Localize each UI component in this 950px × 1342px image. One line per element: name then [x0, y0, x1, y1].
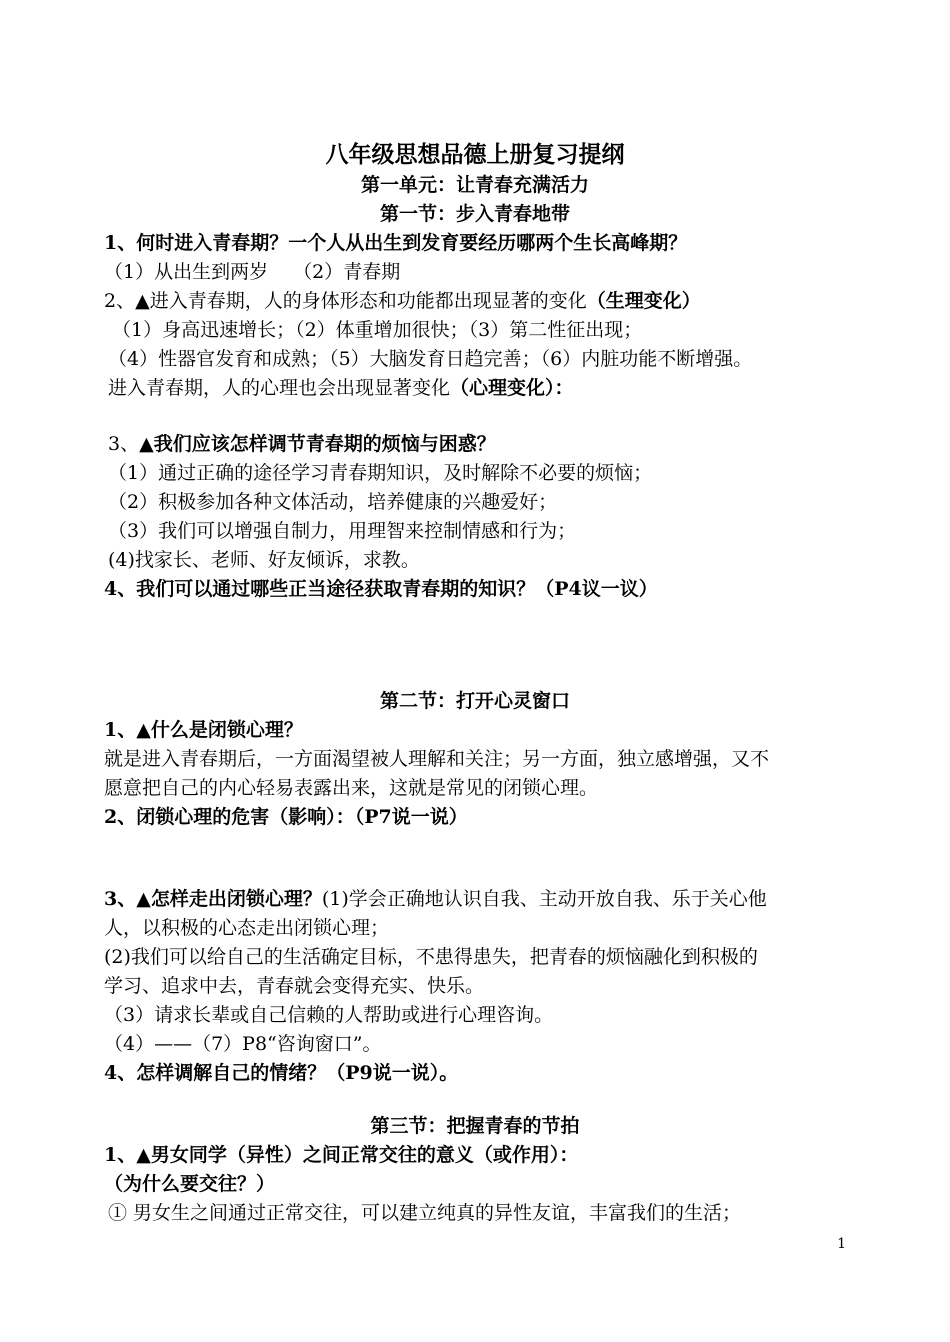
- s1-question-2-text: 2、▲进入青春期，人的身体形态和功能都出现显著的变化: [104, 290, 587, 312]
- s1-answer-2-line3: [108, 375, 574, 401]
- s2-answer-3-line1: 人，以积极的心态走出闭锁心理；: [104, 917, 390, 939]
- s1-answer-3-line2: （2）积极参加各种文体活动，培养健康的兴趣爱好；: [108, 491, 558, 513]
- s2-answer-3-line2: (2)我们可以给自己的生活确定目标，不患得患失，把青春的烦恼融化到积极的: [104, 946, 758, 968]
- s3-question-1-sub: （为什么要交往？）: [104, 1173, 276, 1195]
- s1-answer-2-line1: （1）身高迅速增长；（2）体重增加很快；（3）第二性征出现；: [112, 319, 643, 341]
- s1-question-4: 4、我们可以通过哪些正当途径获取青春期的知识？（P4议一议）: [104, 578, 658, 600]
- s2-answer-3-line3: 学习、追求中去，青春就会变得充实、快乐。: [104, 975, 485, 997]
- s1-question-3: [108, 431, 496, 457]
- s2-question-2: 2、闭锁心理的危害（影响）：（P7说一说）: [104, 806, 468, 828]
- s2-answer-1-line1: 就是进入青春期后，一方面渴望被人理解和关注；另一方面，独立感增强，又不: [104, 748, 770, 770]
- s1-question-3-bold: ▲我们应该怎样调节青春期的烦恼与困惑？: [139, 433, 496, 455]
- s2-question-3-bold: 3、▲怎样走出闭锁心理？: [104, 888, 322, 910]
- page-title: 八年级思想品德上册复习提纲: [325, 141, 625, 168]
- s2-question-1: 1、▲什么是闭锁心理？: [104, 719, 303, 741]
- s2-question-4: 4、怎样调解自己的情绪？（P9说一说）。: [104, 1062, 459, 1084]
- s1-question-3-num: 3、: [108, 433, 140, 455]
- s2-question-3-rest: (1)学会正确地认识自我、主动开放自我、乐于关心他: [321, 888, 767, 910]
- s2-question-3: [104, 886, 767, 912]
- section2-title: 第二节：打开心灵窗口: [379, 690, 570, 712]
- s3-question-1: 1、▲男女同学（异性）之间正常交往的意义（或作用）：: [104, 1144, 579, 1166]
- page-number: 1: [837, 1236, 846, 1252]
- s1-question-1: 1、何时进入青春期？一个人从出生到发育要经历哪两个生长高峰期？: [104, 232, 688, 254]
- s3-answer-1-line1: ① 男女生之间通过正常交往，可以建立纯真的异性友谊，丰富我们的生活；: [108, 1202, 742, 1224]
- section3-title: 第三节：把握青春的节拍: [370, 1115, 580, 1137]
- s2-answer-3-line5: （4）——（7）P8“咨询窗口”。: [104, 1033, 382, 1055]
- s1-answer-2-line2: （4）性器官发育和成熟；（5）大脑发育日趋完善；（6）内脏功能不断增强。: [108, 348, 753, 370]
- section1-title: 第一节：步入青春地带: [379, 203, 570, 225]
- s1-answer-3-line4: (4)找家长、老师、好友倾诉，求教。: [108, 549, 420, 571]
- s1-answer-3-line3: （3）我们可以增强自制力，用理智来控制情感和行为；: [108, 520, 577, 542]
- s1-answer-3-line1: （1）通过正确的途径学习青春期知识，及时解除不必要的烦恼；: [108, 462, 653, 484]
- s1-question-2-bold: （生理变化）: [586, 290, 701, 312]
- s1-answer-1: （1）从出生到两岁 （2）青春期: [104, 261, 401, 283]
- s1-answer-2-line3-text: 进入青春期，人的心理也会出现显著变化: [108, 377, 451, 399]
- s1-question-2: [104, 288, 701, 314]
- s2-answer-1-line2: 愿意把自己的内心轻易表露出来，这就是常见的闭锁心理。: [104, 777, 599, 799]
- s1-answer-2-line3-bold: （心理变化）：: [450, 377, 574, 399]
- unit-title: 第一单元：让青春充满活力: [360, 174, 589, 196]
- s2-answer-3-line4: （3）请求长辈或自己信赖的人帮助或进行心理咨询。: [104, 1004, 554, 1026]
